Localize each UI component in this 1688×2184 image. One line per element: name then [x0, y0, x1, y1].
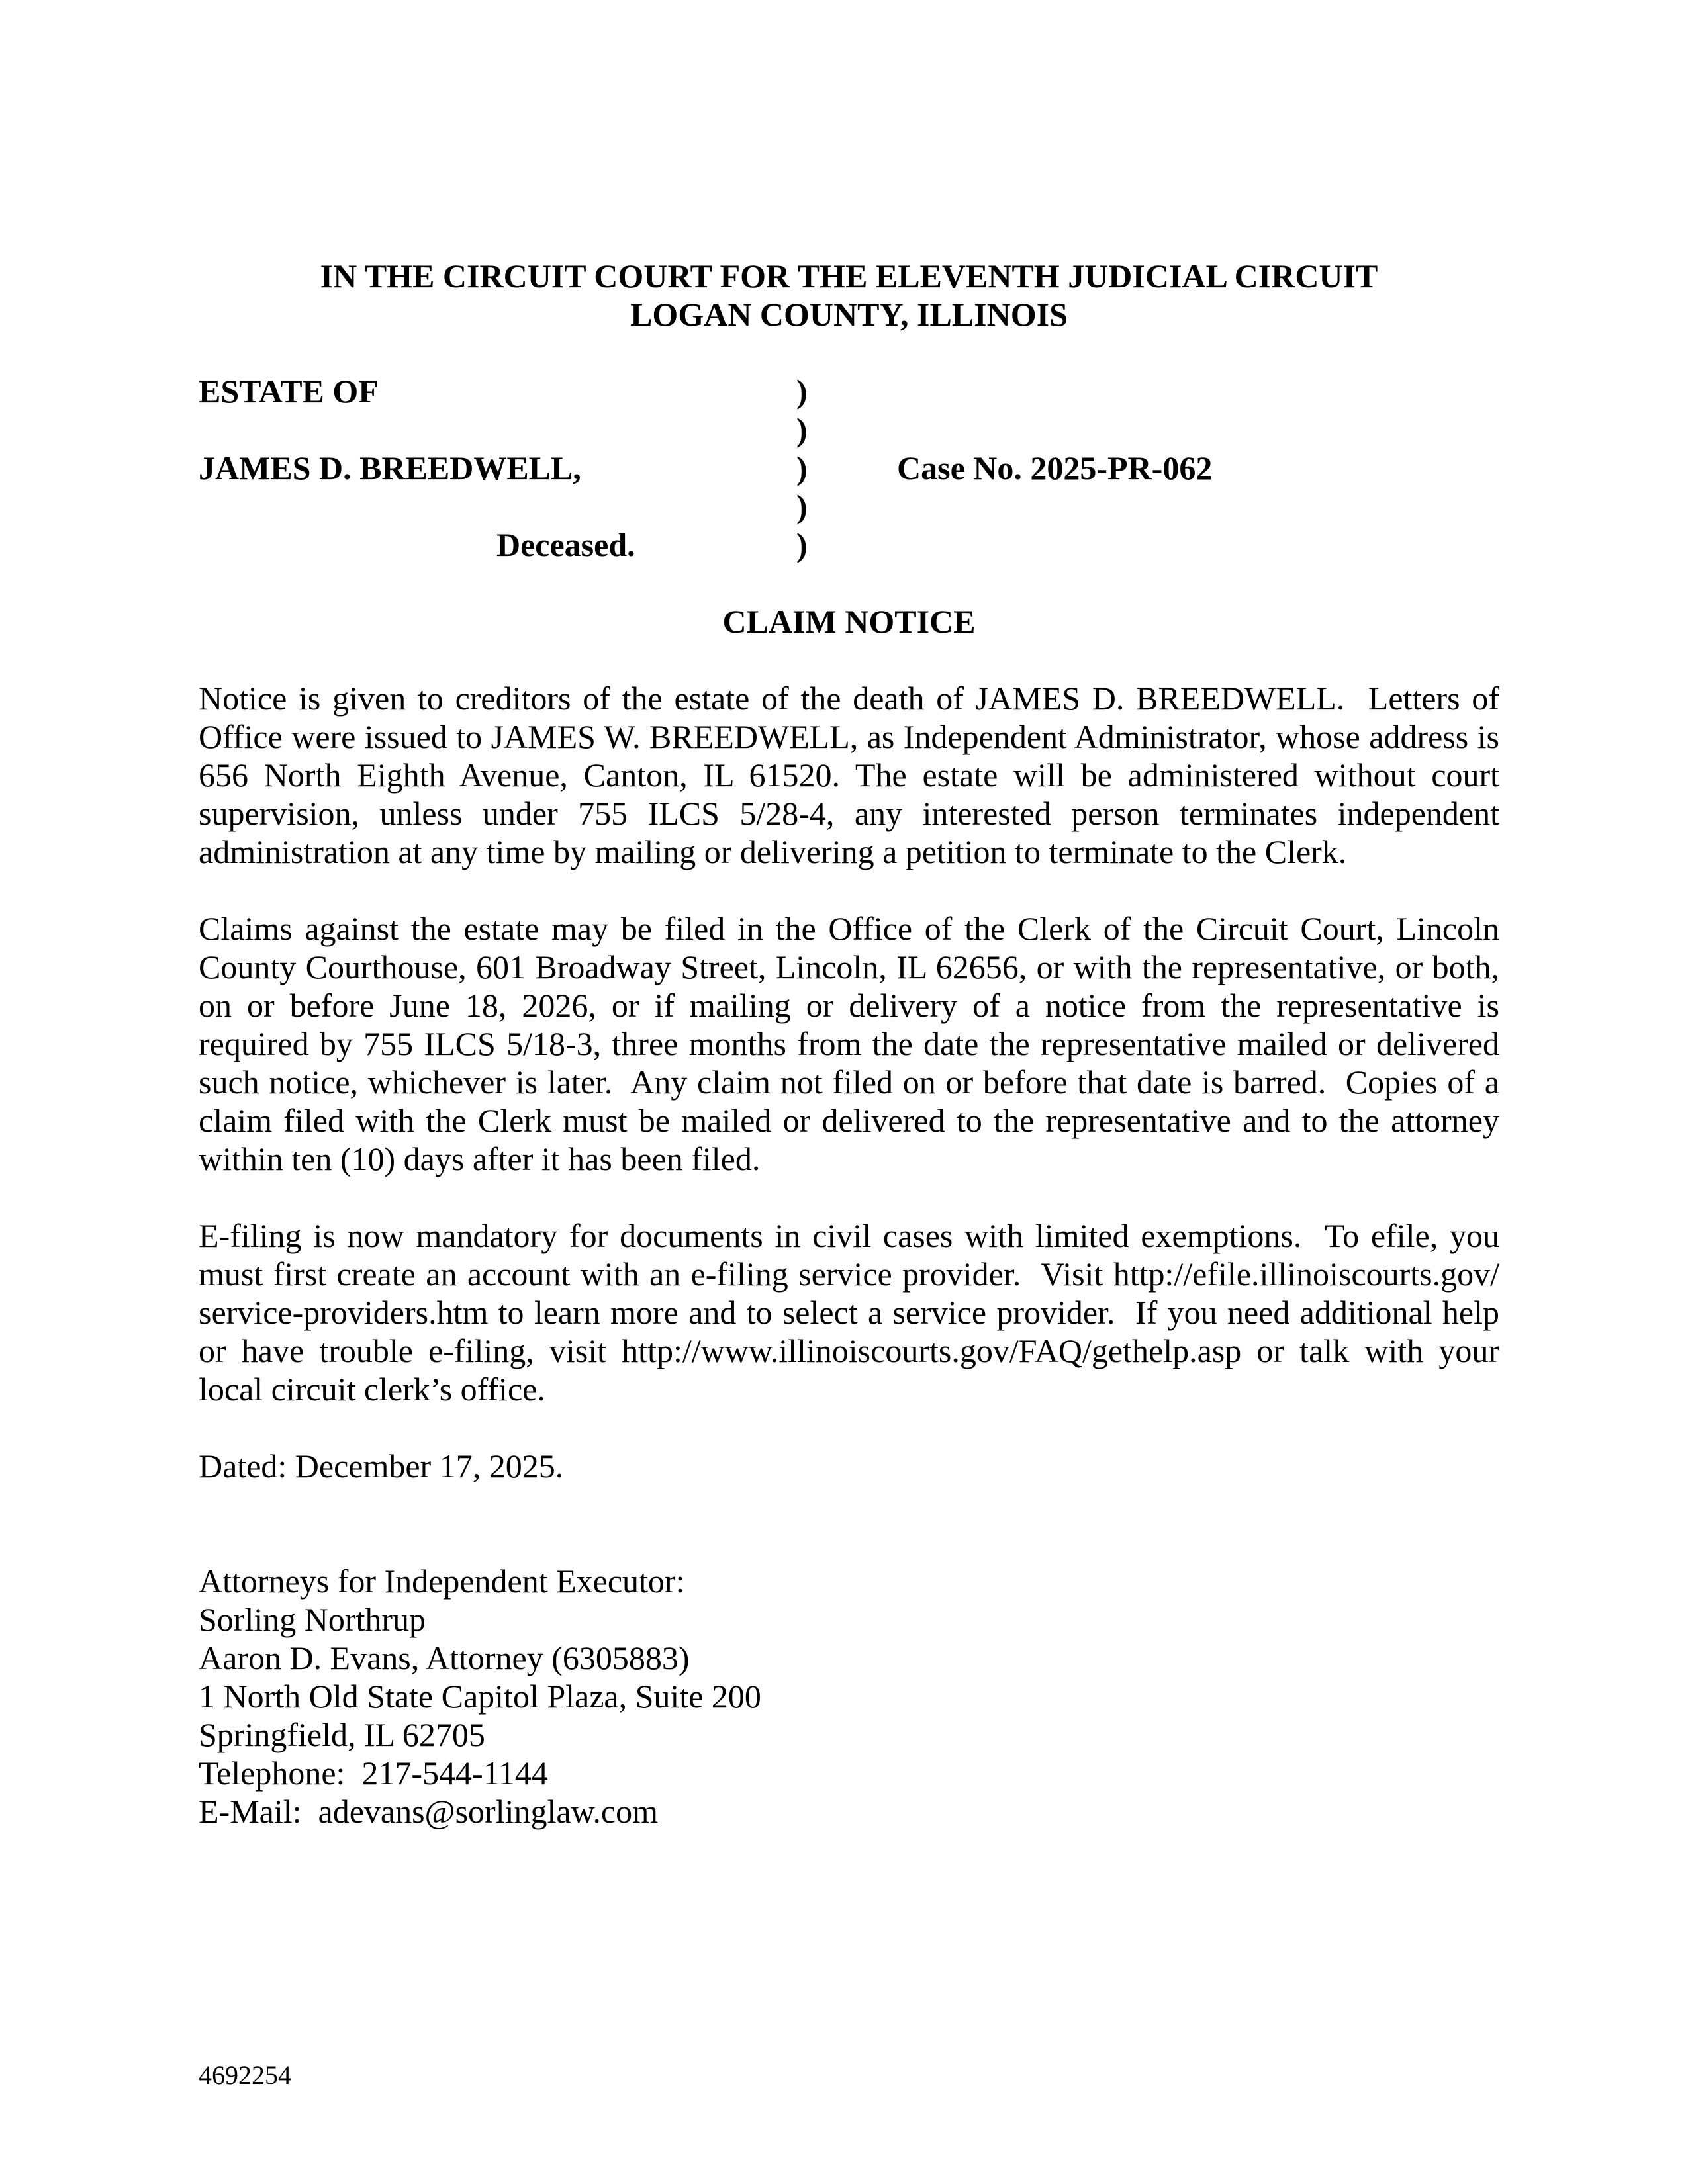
deceased-label: Deceased. [496, 526, 635, 563]
case-number: Case No. 2025-PR-062 [897, 449, 1213, 486]
attorney-block-attorney-name: Aaron D. Evans, Attorney (6305883) [199, 1639, 690, 1676]
attorney-block-address-line1: 1 North Old State Capitol Plaza, Suite 200 [199, 1678, 761, 1715]
attorney-block-role-line: Attorneys for Independent Executor: [199, 1563, 685, 1600]
caption-paren-2: ) [796, 411, 808, 448]
caption-paren-4: ) [796, 488, 808, 525]
caption-paren-5: ) [796, 526, 808, 563]
notice-paragraph-3: E-filing is now mandatory for documents in civil cases with limited exemptions. To efile, you must first create an account with an e-filing service provider. Visit http://efile.illinoiscourts.gov/ service-providers.htm to learn more and to select a service provider. If you need additional help or have trouble e-filing, visit http://www.illinoiscourts.gov/FAQ/gethelp.asp or talk with your local circuit clerk’s office. [199, 1217, 1508, 1408]
notice-paragraph-1: Notice is given to creditors of the estate of the death of JAMES D. BREEDWELL. Letters of Office were issued to JAMES W. BREEDWELL, as Independent Administrator, whose address is 656 North Eighth Avenue, Canton, IL 61520. The estate will be administered without court supervision, unless under 755 ILCS 5/28-4, any interested person terminates independent administration at any time by mailing or delivering a petition to terminate to the Clerk. [199, 680, 1508, 870]
dated-line: Dated: December 17, 2025. [199, 1447, 564, 1484]
notice-paragraph-2: Claims against the estate may be filed in the Office of the Clerk of the Circuit Court, Lincoln County Courthouse, 601 Broadway Street, Lincoln, IL 62656, or with the representative, or both, on or before June 18, 2026, or if mailing or delivery of a notice from the representative is required by 755 ILCS 5/18-3, three months from the date the representative mailed or delivered such notice, whichever is later. Any claim not filed on or before that date is barred. Copies of a claim filed with the Clerk must be mailed or delivered to the representative and to the attorney within ten (10) days after it has been filed. [199, 910, 1508, 1177]
document-title: CLAIM NOTICE [722, 603, 976, 640]
court-header [199, 257, 1499, 334]
decedent-name: JAMES D. BREEDWELL, [199, 449, 581, 486]
case-caption [199, 372, 1499, 564]
caption-paren-3: ) [796, 449, 808, 486]
court-header-line1: IN THE CIRCUIT COURT FOR THE ELEVENTH JUDICIAL CIRCUIT [320, 257, 1378, 295]
estate-of-label: ESTATE OF [199, 373, 379, 410]
attorney-block-address-line2: Springfield, IL 62705 [199, 1716, 485, 1753]
document-id-number: 4692254 [199, 2060, 291, 2090]
court-header-line2: LOGAN COUNTY, ILLINOIS [630, 296, 1068, 333]
attorney-block-firm-name: Sorling Northrup [199, 1601, 426, 1638]
caption-paren-1: ) [796, 373, 808, 410]
attorney-block [199, 1562, 1499, 1831]
attorney-block-email: E-Mail: adevans@sorlinglaw.com [199, 1793, 659, 1830]
attorney-block-telephone: Telephone: 217-544-1144 [199, 1754, 548, 1792]
